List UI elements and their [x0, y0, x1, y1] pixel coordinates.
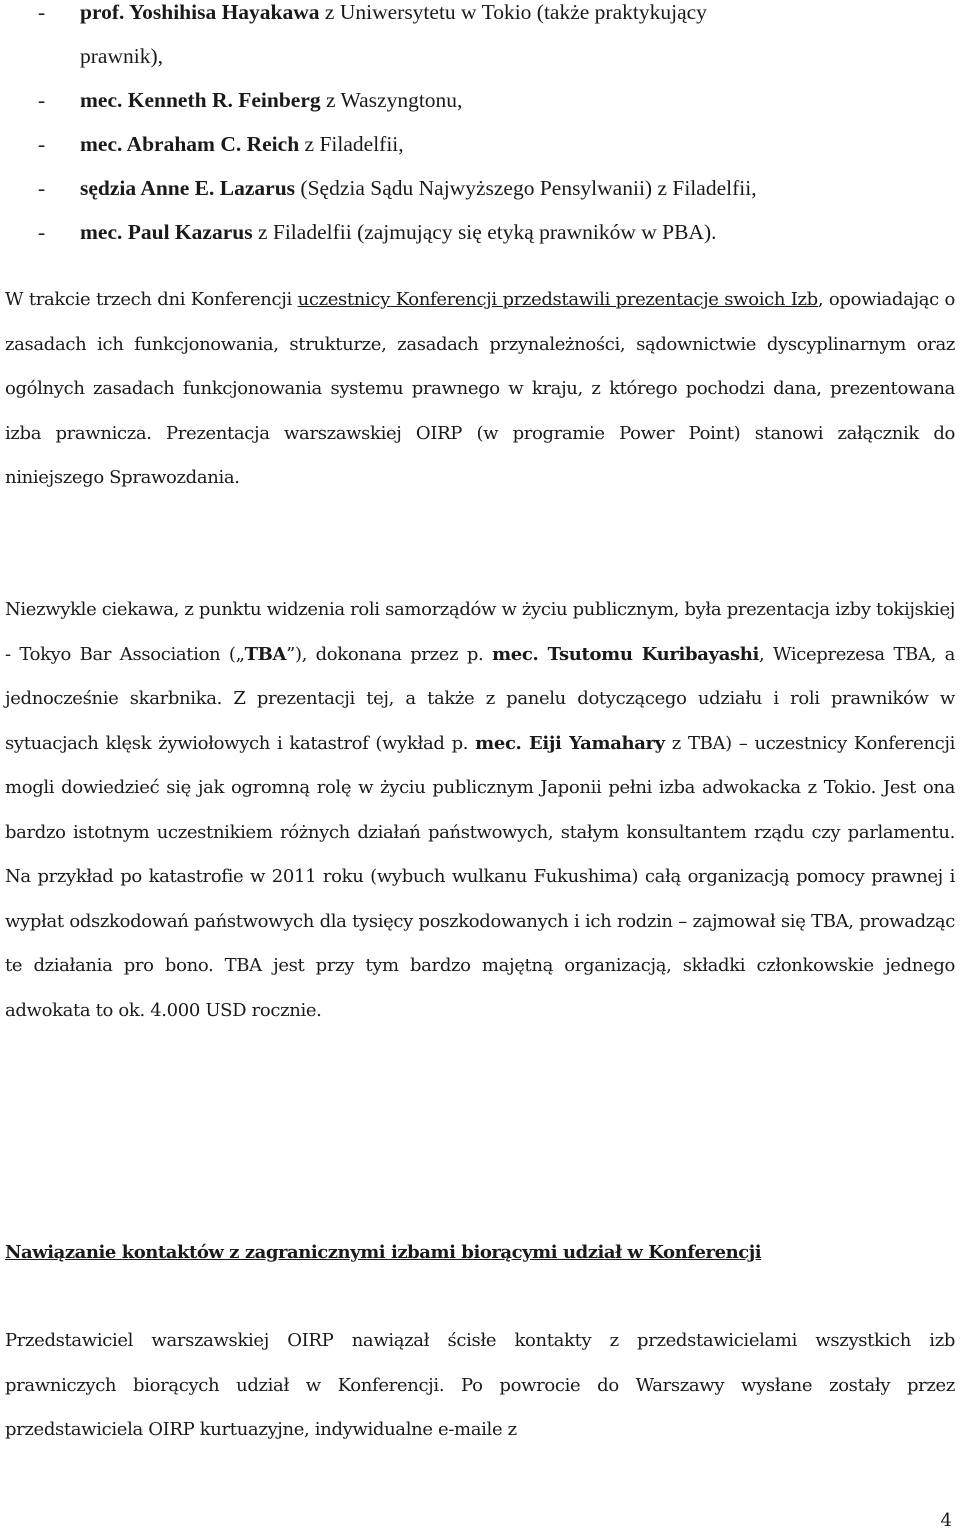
list-dash: -: [38, 0, 46, 24]
speaker-name: mec. Paul Kazarus: [80, 220, 253, 244]
paragraph-text: Przedstawiciel warszawskiej OIRP nawiązał ścisłe kontakty z przedstawicielami wszystkich izb prawniczych biorących udział w Konferencji. Po powrocie do Warszawy wysłane zostały przez przedstawiciela OIRP kurtuazyjne, indywidualne e-maile z: [5, 1330, 955, 1440]
speaker-name: mec. Abraham C. Reich: [80, 132, 300, 156]
bold-name: mec. Tsutomu Kuribayashi: [492, 643, 760, 665]
list-item-text: [80, 173, 930, 203]
list-dash: -: [38, 176, 46, 200]
speaker-desc: z Waszyngtonu,: [320, 88, 463, 112]
list-item-text: [80, 0, 930, 27]
speaker-desc: (Sędzia Sądu Najwyższego Pensylwanii) z Filadelfii,: [295, 176, 757, 200]
paragraph-presentations: [5, 278, 955, 501]
underlined-phrase: uczestnicy Konferencji przedstawili prezentacje swoich Izb: [297, 289, 818, 310]
paragraph-text: W trakcie trzech dni Konferencji: [5, 289, 298, 310]
list-item-text: [80, 217, 930, 247]
paragraph-text: Niezwykle ciekawa, z punktu widzenia roli samorządów w życiu publicznym, była prezentacja izby tokijskiej - Tokyo Bar Association („: [5, 599, 955, 665]
bold-abbreviation: TBA: [244, 643, 287, 665]
section-heading: Nawiązanie kontaktów z zagranicznymi izbami biorącymi udział w Konferencji: [5, 1242, 762, 1263]
list-dash: -: [38, 220, 46, 244]
paragraph-tokyo-bar: [5, 588, 955, 1033]
paragraph-contacts: [5, 1319, 955, 1453]
speaker-desc: z Uniwersytetu w Tokio (także praktykujący: [319, 0, 707, 24]
list-dash: -: [38, 132, 46, 156]
list-item-text: [80, 85, 930, 115]
list-item-text: [80, 129, 930, 159]
speaker-desc: z Filadelfii (zajmujący się etyką prawników w PBA).: [252, 220, 717, 244]
speaker-name: mec. Kenneth R. Feinberg: [80, 88, 321, 112]
paragraph-text: ”), dokonana przez p.: [286, 643, 493, 665]
speaker-desc: z Filadelfii,: [299, 132, 404, 156]
paragraph-text: , Wiceprezesa TBA, a jednocześnie skarbnika. Z prezentacji tej, a także z panelu dotyczącego udziału i roli prawników w sytuacjach klęsk żywiołowych i katastrof (wykład p.: [5, 643, 955, 754]
list-dash: -: [38, 88, 46, 112]
speaker-name: prof. Yoshihisa Hayakawa: [80, 0, 320, 24]
paragraph-text: z TBA) – uczestnicy Konferencji mogli dowiedzieć się jak ogromną rolę w życiu publicznym Japonii pełni izba adwokacka z Tokio. Jest ona bardzo istotnym uczestnikiem różnych działań państwowych, stałym konsultantem rządu czy parlamentu. Na przykład po katastrofie w 2011 roku (wybuch wulkanu Fukushima) całą organizacją pomocy prawnej i wypłat odszkodowań państwowych dla tysięcy poszkodowanych i ich rodzin – zajmował się TBA, prowadząc te działania pro bono. TBA jest przy tym bardzo majętną organizacją, składki członkowskie jednego adwokata to ok. 4.000 USD rocznie.: [5, 732, 955, 1021]
speaker-name: sędzia Anne E. Lazarus: [80, 176, 296, 200]
speaker-desc-continued: prawnik),: [80, 44, 163, 68]
bold-name: mec. Eiji Yamahary: [475, 732, 665, 754]
page-number: 4: [940, 1510, 952, 1531]
paragraph-text: , opowiadając o zasadach ich funkcjonowania, strukturze, zasadach przynależności, sądownictwie dyscyplinarnym oraz ogólnych zasadach funkcjonowania systemu prawnego w kraju, z którego pochodzi dana, prezentowana izba prawnicza. Prezentacja warszawskiej OIRP (w programie Power Point) stanowi załącznik do niniejszego Sprawozdania.: [5, 289, 955, 488]
